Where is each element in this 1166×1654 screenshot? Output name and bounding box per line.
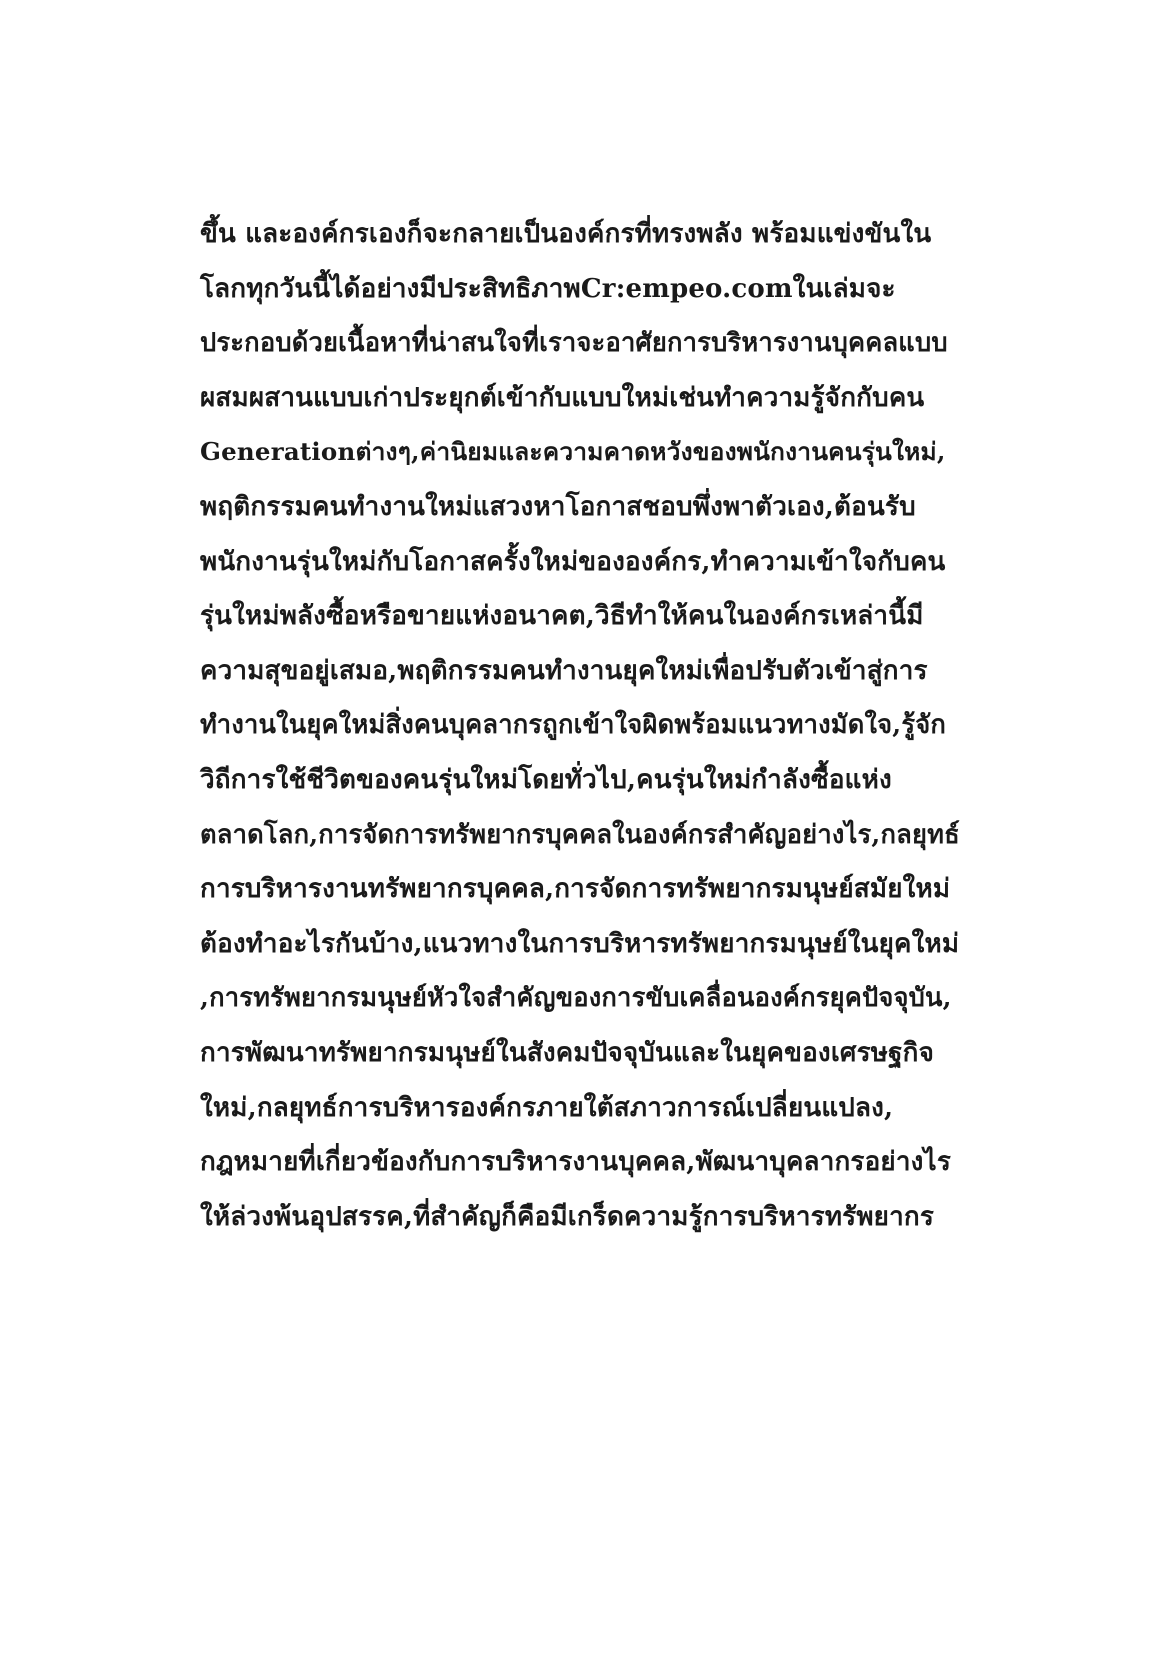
text-line: ทำงานในยุคใหม่สิ่งคนบุคลากรถูกเข้าใจผิดพร้อมแนวทางมัดใจ,รู้จัก [200,710,947,741]
text-line: ใหม่,กลยุทธ์การบริหารองค์กรภายใต้สภาวการณ์เปลี่ยนแปลง, [200,1092,894,1123]
body-paragraph [200,207,960,1244]
text-line: ต้องทำอะไรกันบ้าง,แนวทางในการบริหารทรัพยากรมนุษย์ในยุคใหม่ [200,928,960,959]
text-line: การบริหารงานทรัพยากรบุคคล,การจัดการทรัพยากรมนุษย์สมัยใหม่ [200,874,951,905]
text-line: ผสมผสานแบบเก่าประยุกต์เข้ากับแบบใหม่เช่นทำความรู้จักกับคน [200,382,925,413]
text-line: วิถีการใช้ชีวิตของคนรุ่นใหม่โดยทั่วไป,คนรุ่นใหม่กำลังซื้อแห่ง [200,764,892,795]
text-line: ความสุขอยู่เสมอ,พฤติกรรมคนทำงานยุคใหม่เพื่อปรับตัวเข้าสู่การ [200,655,928,686]
text-line: ให้ล่วงพ้นอุปสรรค,ที่สำคัญก็คือมีเกร็ดความรู้การบริหารทรัพยากร [200,1201,935,1232]
text-line: Generationต่างๆ,ค่านิยมและความคาดหวังของพนักงานคนรุ่นใหม่, [200,437,946,467]
text-line: การพัฒนาทรัพยากรมนุษย์ในสังคมปัจจุบันและในยุคของเศรษฐกิจ [200,1037,935,1068]
text-line: ประกอบด้วยเนื้อหาที่น่าสนใจที่เราจะอาศัยการบริหารงานบุคคลแบบ [200,328,948,359]
text-line: ตลาดโลก,การจัดการทรัพยากรบุคคลในองค์กรสำคัญอย่างไร,กลยุทธ์ [200,819,960,850]
text-line: พฤติกรรมคนทำงานใหม่แสวงหาโอกาสชอบพึ่งพาตัวเอง,ต้อนรับ [200,491,916,522]
text-line: โลกทุกวันนี้ได้อย่างมีประสิทธิภาพCr:empeo.comในเล่มจะ [200,273,896,304]
text-line: ขึ้น และองค์กรเองก็จะกลายเป็นองค์กรที่ทรงพลัง พร้อมแข่งขันใน [200,219,932,249]
text-line: กฎหมายที่เกี่ยวข้องกับการบริหารงานบุคคล,พัฒนาบุคลากรอย่างไร [200,1147,951,1178]
text-line: รุ่นใหม่พลังซื้อหรือขายแห่งอนาคต,วิธีทำให้คนในองค์กรเหล่านี้มี [200,601,924,632]
text-line: ,การทรัพยากรมนุษย์หัวใจสำคัญของการขับเคลื่อนองค์กรยุคปัจจุบัน, [200,983,952,1014]
text-line: พนักงานรุ่นใหม่กับโอกาสครั้งใหม่ขององค์กร,ทำความเข้าใจกับคน [200,546,946,577]
